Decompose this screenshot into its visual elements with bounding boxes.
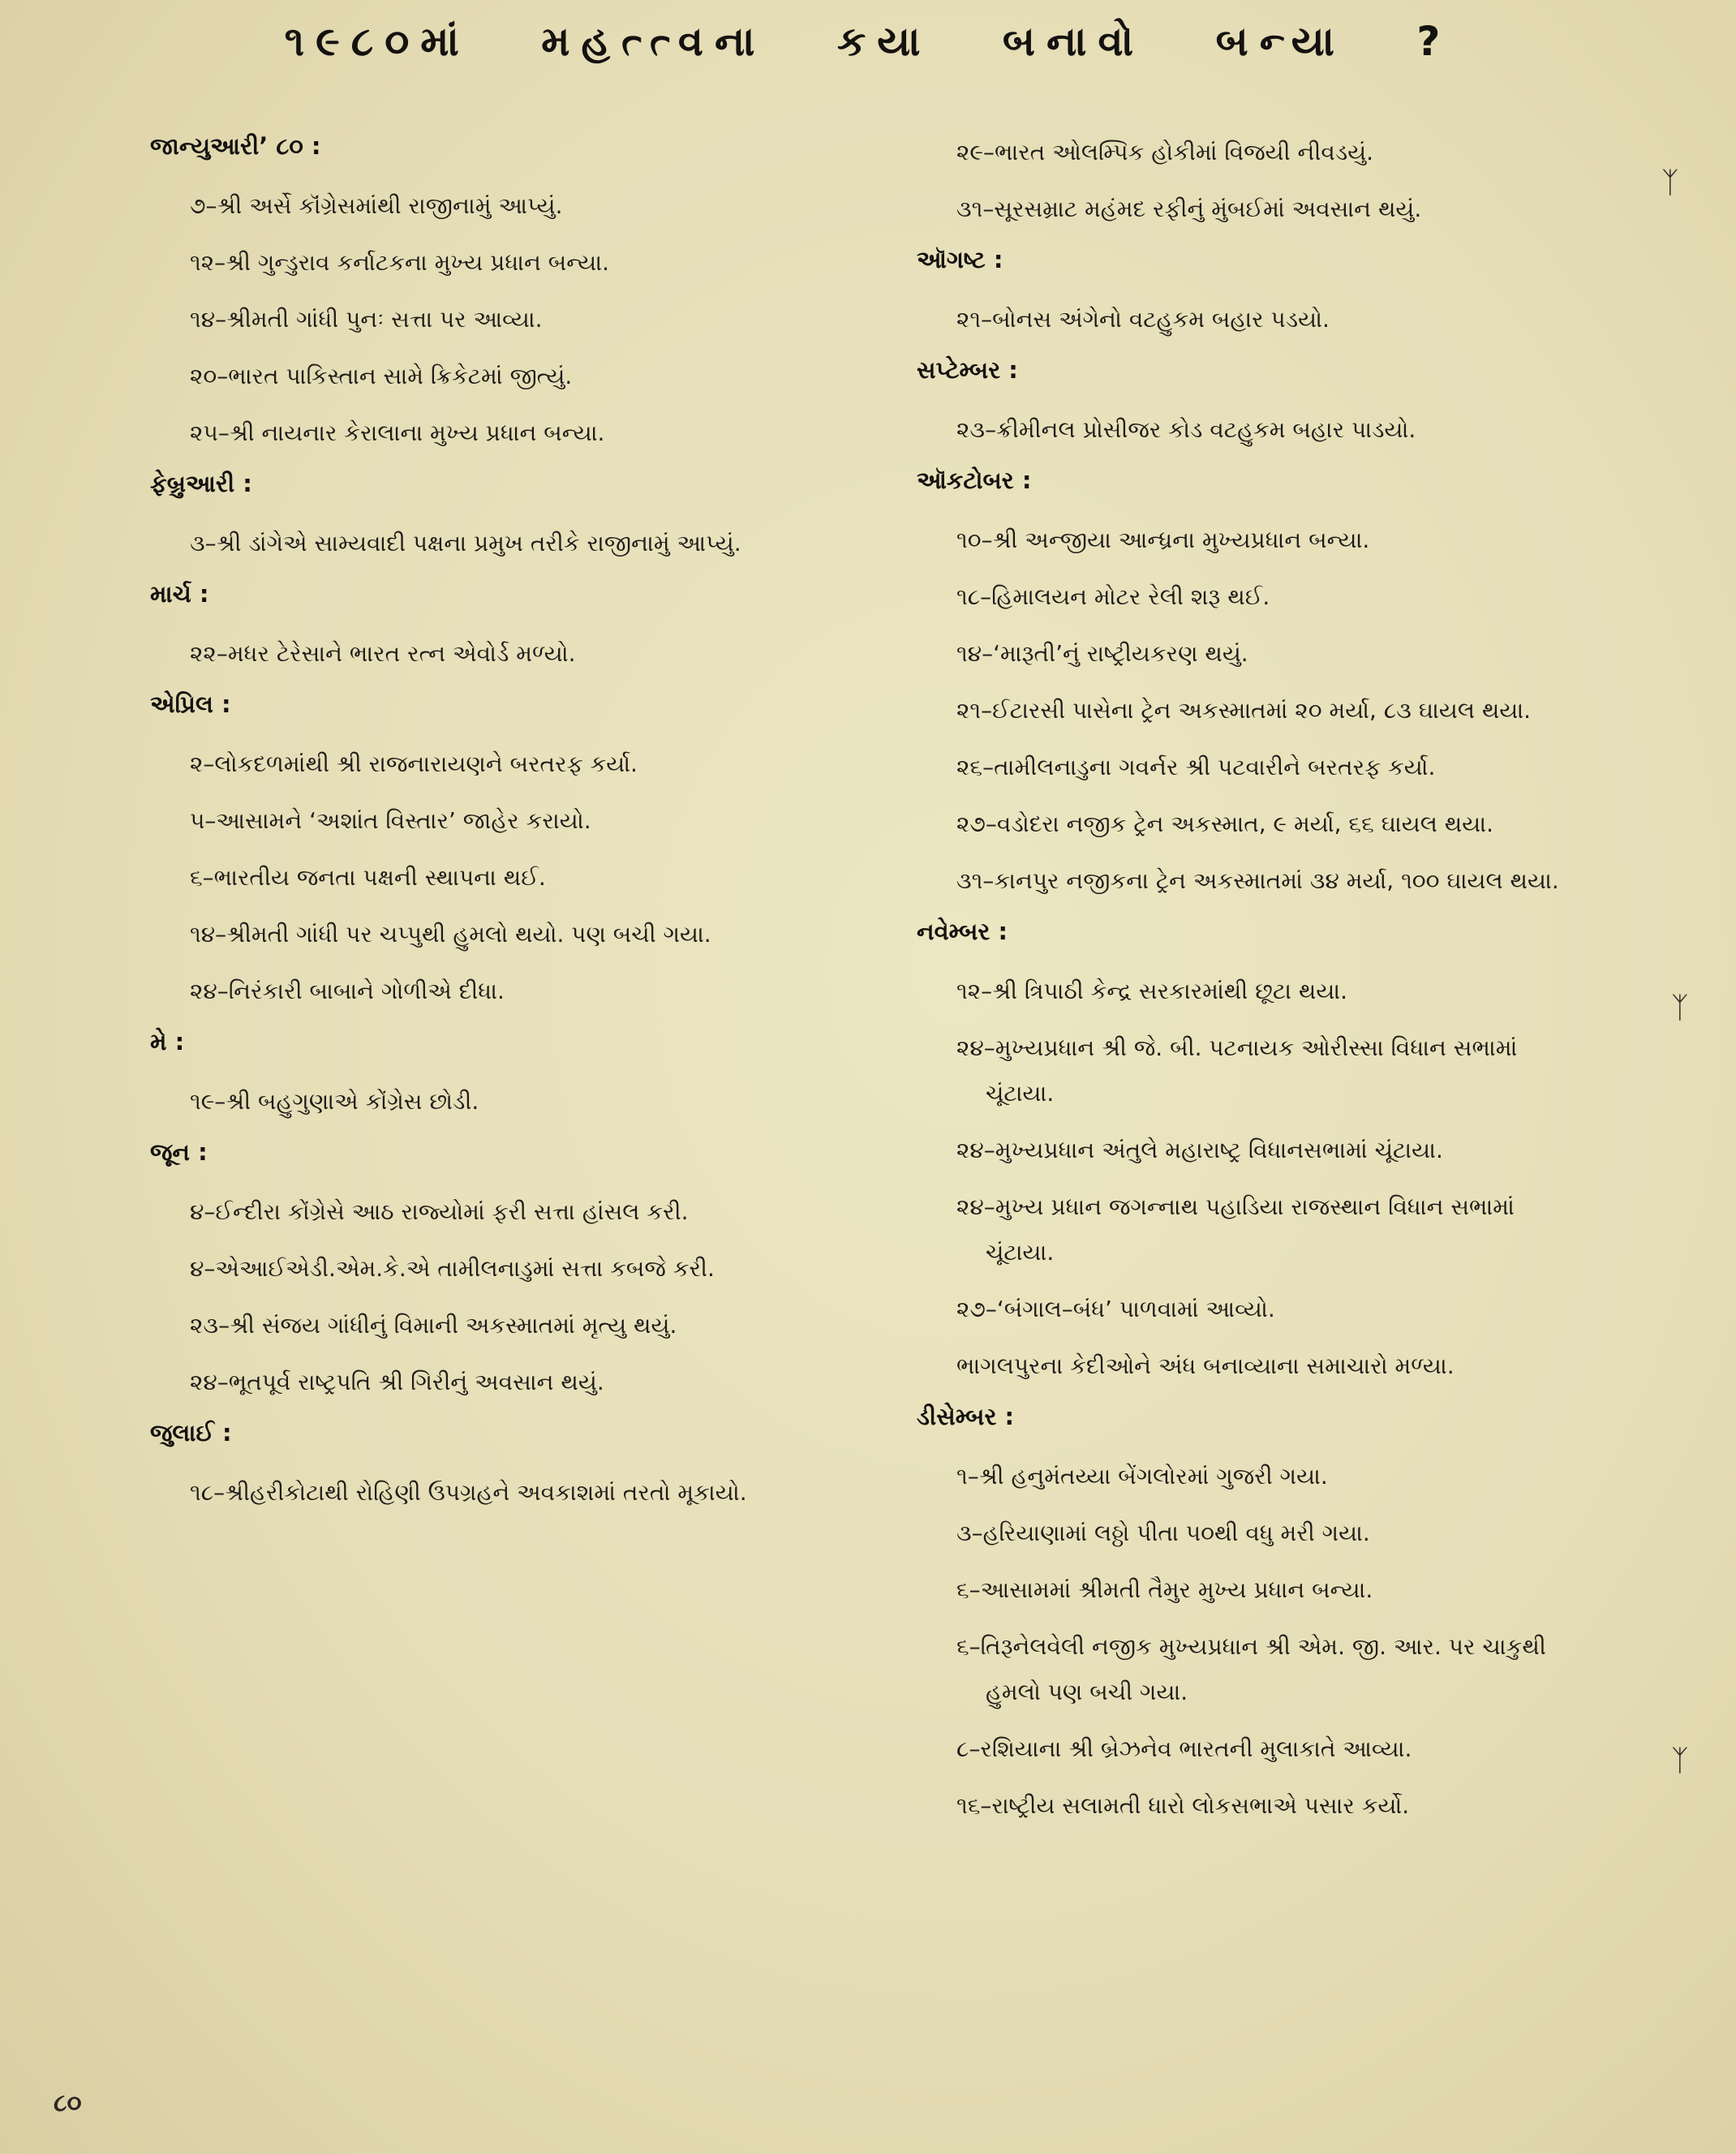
month-heading: જાન્યુઆરી’ ૮૦ : <box>150 132 321 160</box>
event-entry: ૧૯–શ્રી બહુગુણાએ કોંગ્રેસ છોડી. <box>190 1088 479 1115</box>
month-heading: ડીસેમ્બર : <box>917 1403 1015 1430</box>
event-entry: ૭–શ્રી અર્સે કૉંગ્રેસમાંથી રાજીનામું આપ્યું. <box>190 192 563 219</box>
month-heading: એપ્રિલ : <box>150 690 231 718</box>
event-entry: ૨૩–શ્રી સંજય ગાંધીનું વિમાની અકસ્માતમાં મૃત્યુ થયું. <box>190 1312 677 1339</box>
margin-mark: ᛉ <box>1671 1744 1689 1778</box>
month-heading: ઑકટોબર : <box>917 466 1032 494</box>
event-entry: ભાગલપુરના કેદીઓને અંધ બનાવ્યાના સમાચારો મળ્યા. <box>956 1352 1455 1379</box>
event-entry: ૩૧–સૂરસમ્રાટ મહંમદ રફીનું મુંબઈમાં અવસાન થયું. <box>956 196 1422 222</box>
month-heading: નવેમ્બર : <box>917 918 1008 945</box>
event-entry: ૬–આસામમાં શ્રીમતી તૈમુર મુખ્ય પ્રધાન બન્યા. <box>956 1576 1373 1603</box>
month-section <box>138 578 811 677</box>
event-entry: ૨૭–‘બંગાલ–બંધ’ પાળવામાં આવ્યો. <box>956 1296 1275 1322</box>
page-title: ૧૯૮૦માં મહત્ત્વના કયા બનાવો બન્યા ? <box>284 18 1452 65</box>
event-entry: ૨૩–ક્રીમીનલ પ્રોસીજર કોડ વટહુકમ બહાર પાડયો. <box>956 416 1416 443</box>
month-heading: જુલાઈ : <box>150 1419 232 1447</box>
event-entry: ૨૪–મુખ્યપ્રધાન શ્રી જે. બી. પટનાયક ઓરીસ્સા વિધાન સભામાં ચૂંટાયા. <box>956 1034 1518 1107</box>
event-entry: ૨૭–વડોદરા નજીક ટ્રેન અકસ્માત, ૯ મર્યા, ૬૬ ઘાયલ થયા. <box>956 810 1493 837</box>
event-entry: ૨–લોકદળમાંથી શ્રી રાજનારાયણને બરતરફ કર્યા. <box>190 750 638 777</box>
page-number: ૮૦ <box>54 2089 82 2117</box>
month-heading: ફેબ્રુઆરી : <box>150 470 252 497</box>
month-section <box>138 1025 811 1124</box>
event-entry: ૩–શ્રી ડાંગેએ સામ્યવાદી પક્ષના પ્રમુખ તરીકે રાજીનામું આપ્યું. <box>190 530 741 557</box>
month-section <box>138 130 811 456</box>
margin-mark: ᛉ <box>1661 166 1679 200</box>
event-entry: ૨૫–શ્રી નાયનાર કેરાલાના મુખ્ય પ્રધાન બન્યા. <box>190 419 605 446</box>
event-entry: ૧૮–હિમાલયન મોટર રેલી શરૂ થઈ. <box>956 583 1270 610</box>
event-entry: ૪–એઆઈએડી.એમ.કે.એ તામીલનાડુમાં સત્તા કબજે કરી. <box>190 1255 715 1282</box>
event-entry: ૨૨–મધર ટેરેસાને ભારત રત્ન એવોર્ડ મળ્યો. <box>190 640 576 667</box>
month-section <box>905 243 1578 342</box>
event-entry: ૧૪–‘મારૂતી’નું રાષ્ટ્રીયકરણ થયું. <box>956 640 1248 667</box>
event-entry: ૫–આસામને ‘અશાંત વિસ્તાર’ જાહેર કરાયો. <box>190 807 591 834</box>
event-entry: ૨૪–ભૂતપૂર્વ રાષ્ટ્રપતિ શ્રી ગિરીનું અવસાન થયું. <box>190 1369 604 1395</box>
month-section <box>138 1136 811 1405</box>
month-section <box>138 1417 811 1516</box>
event-entry: ૩–હરિયાણામાં લઠ્ઠો પીતા ૫૦થી વધુ મરી ગયા. <box>956 1520 1370 1546</box>
month-heading: માર્ચ : <box>150 580 209 608</box>
event-entry: ૨૪–મુખ્યપ્રધાન અંતુલે મહારાષ્ટ્ર વિધાનસભામાં ચૂંટાયા. <box>956 1137 1443 1163</box>
event-entry: ૧–શ્રી હનુમંતય્યા બેંગલોરમાં ગુજરી ગયા. <box>956 1463 1328 1490</box>
event-entry: ૧૮–શ્રીહરીકોટાથી રોહિણી ઉપગ્રહને અવકાશમાં તરતો મૂકાયો. <box>190 1479 747 1506</box>
left-column <box>138 130 811 1527</box>
event-entry: ૨૧–બોનસ અંગેનો વટહુકમ બહાર પડયો. <box>956 306 1330 333</box>
event-entry: ૨૬–તામીલનાડુના ગવર્નર શ્રી પટવારીને બરતરફ કર્યા. <box>956 754 1436 780</box>
month-heading: જૂન : <box>150 1138 208 1166</box>
month-section <box>905 130 1578 232</box>
month-heading: સપ્ટેમ્બર : <box>917 356 1018 384</box>
event-entry: ૧૬–રાષ્ટ્રીય સલામતી ધારો લોકસભાએ પસાર કર્યો. <box>956 1792 1410 1819</box>
event-entry: ૧૪–શ્રીમતી ગાંધી પર ચપ્પુથી હુમલો થયો. પણ બચી ગયા. <box>190 921 711 948</box>
event-entry: ૮–રશિયાના શ્રી બ્રેઝનેવ ભારતની મુલાકાતે આવ્યા. <box>956 1735 1412 1762</box>
event-entry: ૨૪–મુખ્ય પ્રધાન જગન્નાથ પહાડિયા રાજસ્થાન વિધાન સભામાં ચૂંટાયા. <box>956 1193 1515 1266</box>
month-heading: મે : <box>150 1028 185 1056</box>
event-entry: ૧૦–શ્રી અન્જીયા આન્ધ્રના મુખ્યપ્રધાન બન્યા. <box>956 527 1370 553</box>
event-entry: ૧૨–શ્રી ત્રિપાઠી કેન્દ્ર સરકારમાંથી છૂટા થયા. <box>956 978 1348 1004</box>
event-entry: ૬–તિરૂનેલવેલી નજીક મુખ્યપ્રધાન શ્રી એમ. જી. આર. પર ચાકુથી હુમલો પણ બચી ગયા. <box>956 1633 1546 1705</box>
month-section <box>905 354 1578 453</box>
event-entry: ૨૯–ભારત ઓલમ્પિક હોકીમાં વિજયી નીવડયું. <box>956 139 1374 166</box>
event-entry: ૨૦–ભારત પાકિસ્તાન સામે ક્રિકેટમાં જીત્યું. <box>190 363 573 389</box>
event-entry: ૩૧–કાનપુર નજીકના ટ્રેન અકસ્માતમાં ૩૪ મર્યા, ૧૦૦ ઘાયલ થયા. <box>956 867 1559 894</box>
event-entry: ૨૧–ઈટારસી પાસેના ટ્રેન અકસ્માતમાં ૨૦ મર્યા, ૮૩ ઘાયલ થયા. <box>956 697 1532 724</box>
event-entry: ૧૨–શ્રી ગુન્ડુરાવ કર્નાટકના મુખ્ય પ્રધાન બન્યા. <box>190 249 609 276</box>
right-column <box>905 130 1578 1840</box>
event-entry: ૧૪–શ્રીમતી ગાંધી પુનઃ સત્તા પર આવ્યા. <box>190 306 543 333</box>
margin-mark: ᛉ <box>1671 991 1689 1025</box>
month-section <box>138 688 811 1014</box>
month-heading: ઑગષ્ટ : <box>917 246 1003 273</box>
event-entry: ૬–ભારતીય જનતા પક્ષની સ્થાપના થઈ. <box>190 864 546 891</box>
month-section <box>138 467 811 566</box>
month-section <box>905 464 1578 904</box>
month-section <box>905 1400 1578 1829</box>
month-section <box>905 915 1578 1389</box>
event-entry: ૪–ઈન્દીરા કોંગ્રેસે આઠ રાજ્યોમાં ફરી સત્તા હાંસલ કરી. <box>190 1198 689 1225</box>
event-entry: ૨૪–નિરંકારી બાબાને ગોળીએ દીધા. <box>190 978 505 1004</box>
